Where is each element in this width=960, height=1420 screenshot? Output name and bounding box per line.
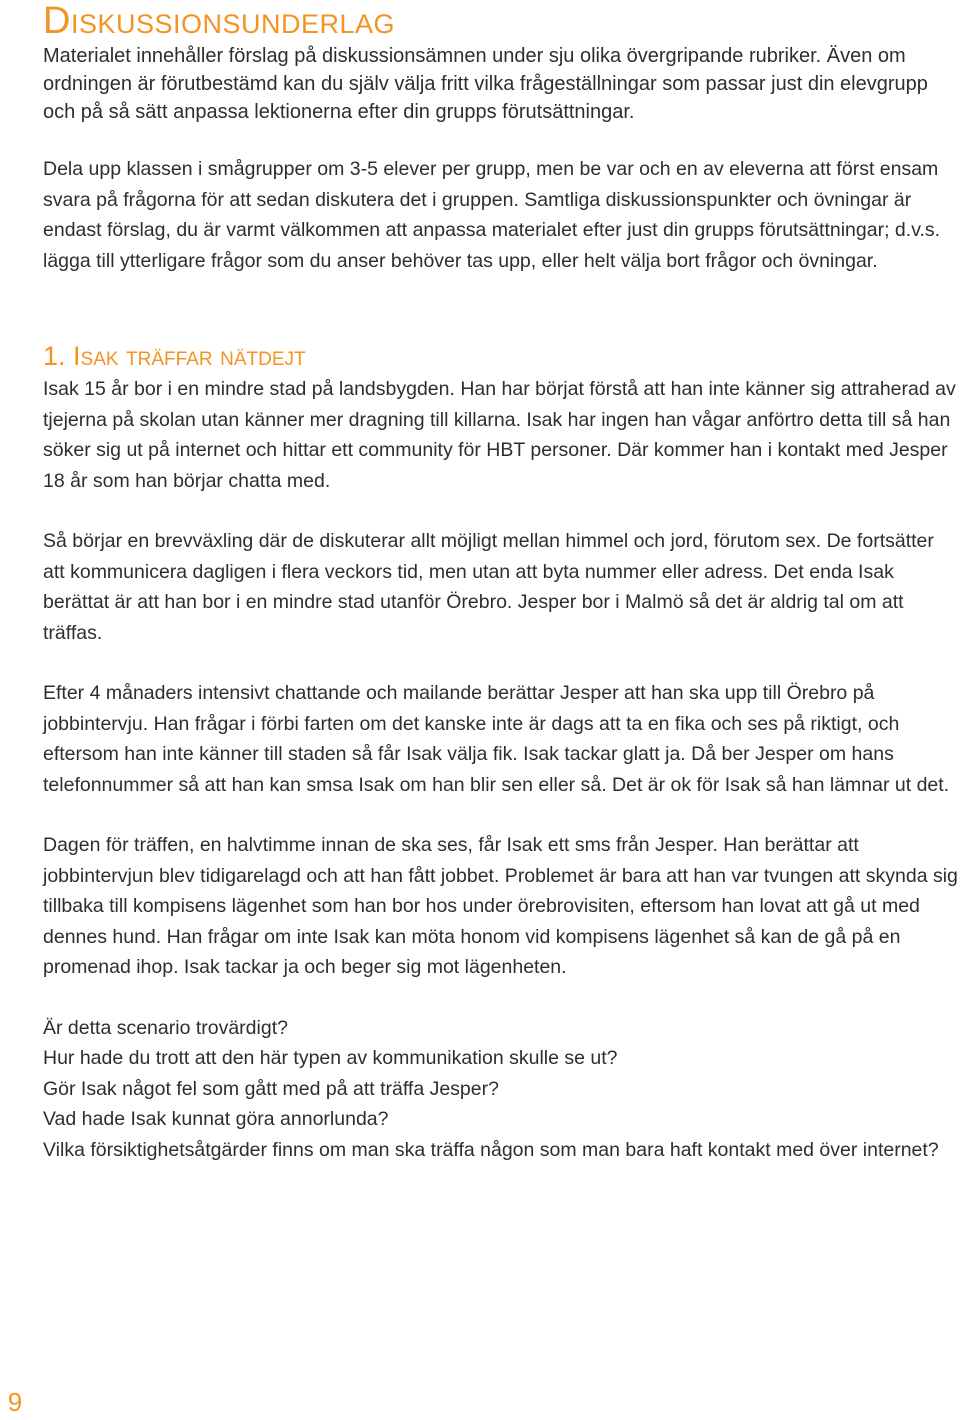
story-paragraph-4: Dagen för träffen, en halvtimme innan de ska ses, får Isak ett sms från Jesper. Han berättar att jobbintervjun blev tidigarelagd och att han fått jobbet. Problemet är bara att han var tvungen att skynda sig tillbaka till kompisens lägenhet som han bor hos under örebrovisiten, eftersom han lovat att gå ut med dennes hund. Han frågar om inte Isak kan möta honom vid kompisens lägenhet så kan de gå på en promenad ihop. Isak tackar ja och beger sig mot lägenheten.	[43, 834, 958, 978]
page-title: Diskussionsunderlag	[43, 0, 396, 42]
spacer	[43, 648, 960, 678]
story-paragraph-3: Efter 4 månaders intensivt chattande och mailande berättar Jesper att han ska upp till Örebro på jobbintervju. Han frågar i förbi farten om det kanske inte är dags att ta en fika och ses på riktigt, och eftersom han inte känner till staden så får Isak välja fik. Isak tackar glatt ja. Då ber Jesper om hans telefonnummer så att han kan smsa Isak om han blir sen eller så. Det är ok för Isak så han lämnar ut det.	[43, 682, 950, 796]
question-item: Gör Isak något fel som gått med på att träffa Jesper?	[43, 1077, 499, 1100]
story-paragraph-2: Så börjar en brevväxling där de diskuterar allt möjligt mellan himmel och jord, förutom sex. De fortsätter att kommunicera dagligen i flera veckors tid, men utan att byta nummer eller adress. Det enda Isak berättat är att han bor i en mindre stad utanför Örebro. Jesper bor i Malmö så det är aldrig tal om att träffas.	[43, 530, 934, 644]
intro-paragraph: Materialet innehåller förslag på diskussionsämnen under sju olika övergripande rubriker. Även om ordningen är förutbestämd kan du själv välja fritt vilka frågeställningar som passar just din elevgrupp och på så sätt anpassa lektionerna efter din grupps förutsättningar.	[43, 45, 928, 123]
spacer	[43, 800, 960, 830]
spacer	[43, 126, 960, 154]
discussion-questions	[43, 1013, 960, 1166]
document-page	[43, 0, 960, 1165]
page-number: 9	[7, 1387, 23, 1417]
instructions-paragraph: Dela upp klassen i smågrupper om 3-5 elever per grupp, men be var och en av eleverna att först ensam svara på frågorna för att sedan diskutera det i gruppen. Samtliga diskussionspunkter och övningar är endast förslag, du är varmt välkommen att anpassa materialet efter just din grupps förutsättningar; d.v.s. lägga till ytterligare frågor som du anser behöver tas upp, eller helt välja bort frågor och övningar.	[43, 158, 941, 272]
question-item: Hur hade du trott att den här typen av kommunikation skulle se ut?	[43, 1047, 618, 1069]
section-title: 1. Isak träffar nätdejt	[43, 341, 306, 371]
question-item: Vad hade Isak kunnat göra annorlunda?	[43, 1108, 389, 1130]
spacer	[43, 276, 960, 338]
spacer	[43, 983, 960, 1013]
question-item: Är detta scenario trovärdigt?	[43, 1016, 288, 1039]
spacer	[43, 496, 960, 526]
question-item: Vilka försiktighetsåtgärder finns om man ska träffa någon som man bara haft kontakt med över internet?	[43, 1138, 939, 1161]
story-paragraph-1: Isak 15 år bor i en mindre stad på landsbygden. Han har börjat förstå att han inte känner sig attraherad av tjejerna på skolan utan känner mer dragning till killarna. Isak har ingen han vågar anförtro detta till så han söker sig ut på internet och hittar ett community för HBT personer. Där kommer han i kontakt med Jesper 18 år som han börjar chatta med.	[43, 378, 956, 492]
